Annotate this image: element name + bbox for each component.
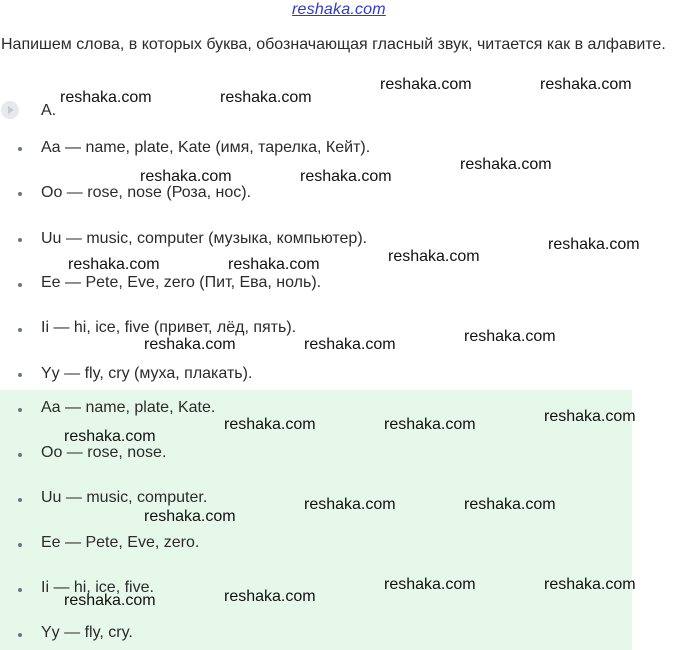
watermark: reshaka.com (228, 256, 320, 273)
answer-item: Yy — fly, cry. (41, 624, 133, 641)
intro-text: Напишем слова, в которых буква, обозначающая гласный звук, читается как в алфавите. (1, 36, 666, 53)
watermark: reshaka.com (224, 416, 316, 433)
watermark: reshaka.com (304, 336, 396, 353)
watermark: reshaka.com (460, 156, 552, 173)
watermark: reshaka.com (140, 168, 232, 185)
bullet-icon (18, 453, 22, 457)
watermark: reshaka.com (548, 236, 640, 253)
watermark: reshaka.com (60, 89, 152, 106)
watermark: reshaka.com (464, 328, 556, 345)
answer-item: Ii — hi, ice, five. (41, 579, 154, 596)
watermark: reshaka.com (384, 416, 476, 433)
watermark: reshaka.com (220, 89, 312, 106)
bullet-icon (18, 147, 22, 151)
watermark: reshaka.com (304, 496, 396, 513)
list-item: Ee — Pete, Eve, zero (Пит, Ева, ноль). (41, 274, 322, 291)
answer-item: Ee — Pete, Eve, zero. (41, 534, 200, 551)
section-label: А. (41, 102, 57, 119)
list-item: Uu — music, computer (музыка, компьютер). (41, 230, 368, 247)
list-item: Aa — name, plate, Kate (имя, тарелка, Кейт). (41, 139, 371, 156)
bullet-icon (18, 633, 22, 637)
list-item: Oo — rose, nose (Роза, нос). (41, 184, 252, 201)
watermark: reshaka.com (544, 408, 636, 425)
play-icon[interactable] (1, 101, 19, 119)
watermark: reshaka.com (224, 588, 316, 605)
watermark: reshaka.com (64, 592, 156, 609)
watermark: reshaka.com (464, 496, 556, 513)
answer-item: Aa — name, plate, Kate. (41, 399, 216, 416)
watermark: reshaka.com (388, 248, 480, 265)
watermark: reshaka.com (144, 508, 236, 525)
list-item: Ii — hi, ice, five (привет, лёд, пять). (41, 319, 297, 336)
watermark: reshaka.com (384, 576, 476, 593)
watermark: reshaka.com (68, 256, 160, 273)
watermark: reshaka.com (540, 76, 632, 93)
bullet-icon (18, 283, 22, 287)
bullet-icon (18, 192, 22, 196)
site-header-link[interactable]: reshaka.com (292, 1, 386, 18)
watermark: reshaka.com (380, 76, 472, 93)
bullet-icon (18, 373, 22, 377)
watermark: reshaka.com (144, 336, 236, 353)
answer-item: Oo — rose, nose. (41, 444, 167, 461)
answer-item: Uu — music, computer. (41, 489, 208, 506)
watermark: reshaka.com (544, 576, 636, 593)
list-item: Yy — fly, cry (муха, плакать). (41, 365, 253, 382)
bullet-icon (18, 543, 22, 547)
bullet-icon (18, 408, 22, 412)
bullet-icon (18, 588, 22, 592)
watermark: reshaka.com (300, 168, 392, 185)
bullet-icon (18, 238, 22, 242)
bullet-icon (18, 328, 22, 332)
watermark: reshaka.com (64, 428, 156, 445)
bullet-icon (18, 498, 22, 502)
